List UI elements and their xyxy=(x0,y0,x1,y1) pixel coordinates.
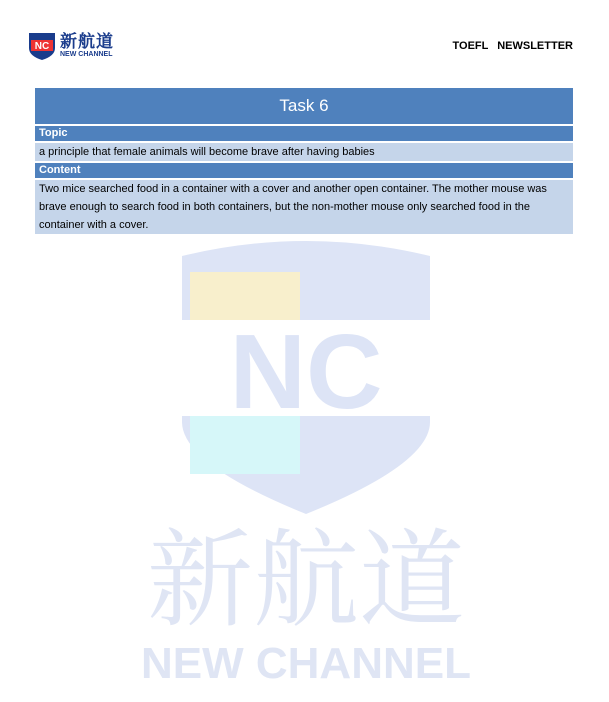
topic-label: Topic xyxy=(35,126,573,141)
brand-logo xyxy=(28,31,128,63)
svg-text:NC: NC xyxy=(229,313,383,431)
svg-text:NC: NC xyxy=(34,41,50,52)
task-table xyxy=(35,88,573,236)
brand-name-cn: 新航道 xyxy=(60,32,114,52)
task-title: Task 6 xyxy=(35,88,573,124)
watermark-en: NEW CHANNEL xyxy=(141,639,471,682)
watermark-cn: 新航道 xyxy=(147,519,465,642)
content-label: Content xyxy=(35,163,573,178)
brand-name-en: NEW CHANNEL xyxy=(60,51,113,58)
nc-shield-icon xyxy=(28,31,56,61)
newsletter-title: TOEFL NEWSLETTER xyxy=(452,40,573,52)
topic-text: a principle that female animals will become brave after having babies xyxy=(35,143,573,161)
new-channel-watermark xyxy=(128,232,484,682)
content-text: Two mice searched food in a container with a cover and another open container. The mother mouse was brave enough to search food in both containers, but the non-mother mouse only searched food in the container with a cover. xyxy=(35,180,573,234)
